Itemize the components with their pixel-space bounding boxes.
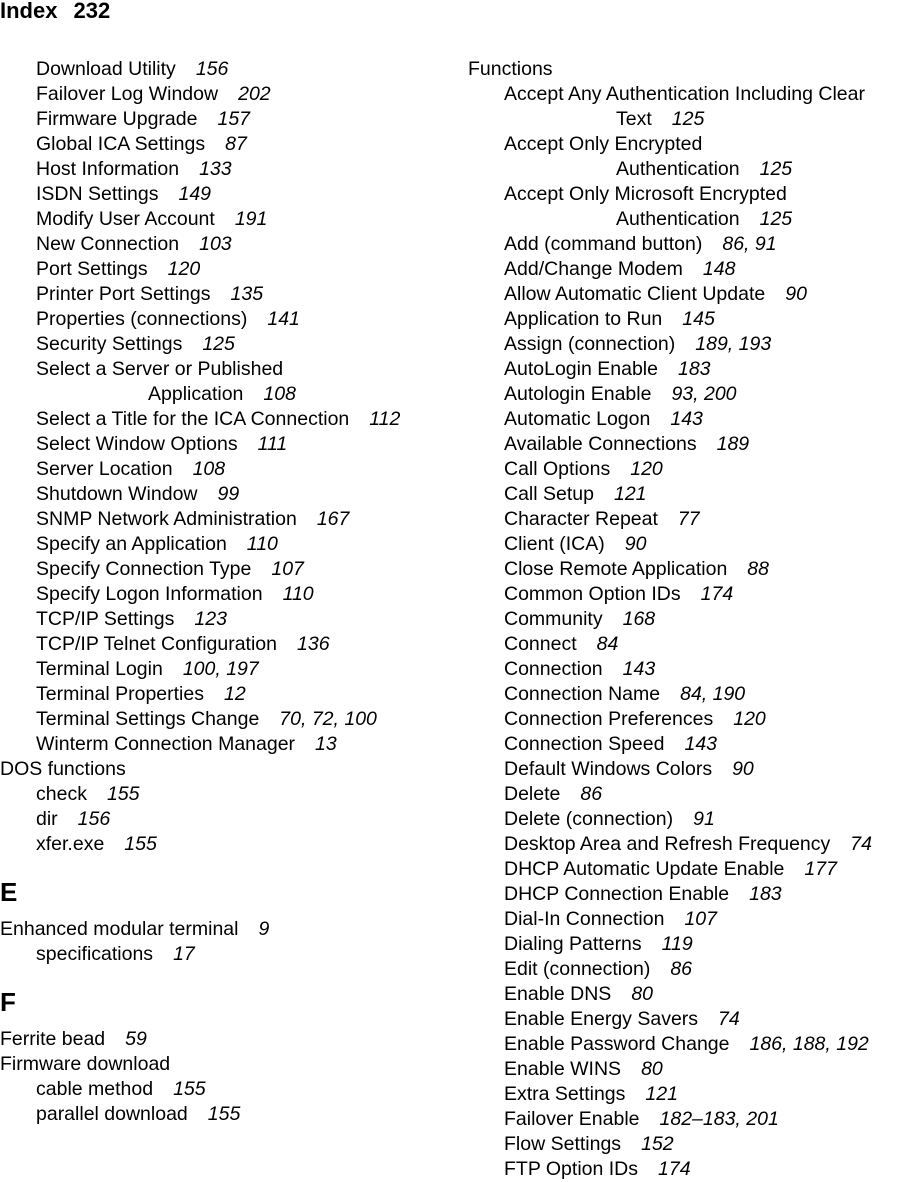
page-reference: 123 [194, 608, 227, 630]
entry-term: Download Utility [36, 58, 176, 80]
page-reference: 86, 91 [722, 233, 777, 255]
page-reference: 177 [804, 858, 837, 880]
index-subentry [468, 407, 898, 432]
index-subentry [0, 832, 440, 857]
index-subentry [0, 357, 440, 407]
page-reference: 77 [677, 508, 700, 530]
index-subentry [468, 732, 898, 757]
index-subentry [468, 82, 898, 132]
entry-term: Connection Preferences [504, 708, 714, 730]
index-subentry [468, 957, 898, 982]
entry-term: Delete (connection) [504, 808, 674, 830]
index-subentry [468, 682, 898, 707]
page-reference: 125 [759, 158, 793, 180]
index-subentry [468, 1107, 898, 1132]
entry-term: Properties (connections) [36, 308, 248, 330]
entry-term: Firmware Upgrade [36, 108, 198, 130]
index-subentry [468, 782, 898, 807]
entry-term: SNMP Network Administration [36, 508, 297, 530]
page-reference: 174 [700, 583, 734, 605]
index-subentry [0, 557, 440, 582]
page-reference: 156 [77, 808, 111, 830]
index-subentry [468, 182, 898, 232]
index-subentry [0, 657, 440, 682]
entry-term: Failover Enable [504, 1108, 640, 1130]
page-reference: 133 [199, 158, 232, 180]
entry-term: Call Setup [504, 483, 594, 505]
index-subentry [0, 82, 440, 107]
entry-term: Specify Connection Type [36, 558, 252, 580]
index-subentry [0, 57, 440, 82]
header-label: Index [0, 0, 58, 23]
index-main-entry [468, 57, 898, 82]
index-subentry [0, 507, 440, 532]
page-reference: 119 [661, 933, 693, 955]
entry-term: DOS functions [0, 758, 126, 780]
page-reference: 90 [624, 533, 647, 555]
index-subentry [0, 607, 440, 632]
index-subentry [0, 942, 440, 967]
entry-term-continued: Authentication [616, 158, 740, 180]
entry-term: Enable DNS [504, 983, 612, 1005]
entry-term: Dial-In Connection [504, 908, 665, 930]
index-subentry [468, 532, 898, 557]
page-reference: 87 [225, 133, 247, 155]
page-reference: 143 [670, 408, 703, 430]
entry-term: Select a Title for the ICA Connection [36, 408, 350, 430]
index-subentry [468, 832, 898, 857]
entry-term: Terminal Properties [36, 683, 204, 705]
page-reference: 74 [850, 833, 872, 855]
entry-term: Terminal Login [36, 658, 163, 680]
entry-term: Select Window Options [36, 433, 238, 455]
entry-term: Connection [504, 658, 603, 680]
index-subentry [0, 332, 440, 357]
page-reference: 13 [315, 733, 337, 755]
index-subentry [468, 557, 898, 582]
entry-term: Add/Change Modem [504, 258, 683, 280]
index-subentry [468, 307, 898, 332]
page-reference: 84 [596, 633, 619, 655]
page-reference: 155 [124, 833, 157, 855]
page-reference: 108 [192, 458, 226, 480]
index-subentry [0, 182, 440, 207]
page-reference: 167 [316, 508, 350, 530]
entry-term: Ferrite bead [0, 1028, 106, 1050]
index-subentry [0, 257, 440, 282]
entry-term: Assign (connection) [504, 333, 676, 355]
page-reference: 157 [217, 108, 251, 130]
index-subentry [468, 657, 898, 682]
page-reference: 80 [631, 983, 654, 1005]
page-reference: 143 [622, 658, 656, 680]
entry-term: Specify an Application [36, 533, 227, 555]
entry-term: TCP/IP Telnet Configuration [36, 633, 277, 655]
page-reference: 155 [106, 783, 140, 805]
section-letter: F [0, 987, 16, 1017]
entry-term: Autologin Enable [504, 383, 652, 405]
section-letter: E [0, 877, 18, 907]
entry-term: Terminal Settings Change [36, 708, 260, 730]
entry-term: xfer.exe [36, 833, 105, 855]
index-subentry [468, 1132, 898, 1157]
entry-term: Modify User Account [36, 208, 215, 230]
index-subentry [468, 457, 898, 482]
index-subentry [0, 457, 440, 482]
index-subentry [468, 282, 898, 307]
index-subentry [0, 482, 440, 507]
page-reference: 189 [716, 433, 750, 455]
page-reference: 74 [718, 1008, 740, 1030]
entry-term: Select a Server or Published [36, 358, 284, 380]
index-subentry [468, 507, 898, 532]
entry-term: Specify Logon Information [36, 583, 263, 605]
entry-term: Default Windows Colors [504, 758, 713, 780]
page-reference: 110 [282, 583, 314, 605]
page-reference: 120 [167, 258, 201, 280]
index-main-entry [0, 917, 440, 942]
index-subentry [468, 1032, 898, 1057]
entry-term: ISDN Settings [36, 183, 159, 205]
page-reference: 17 [173, 943, 195, 965]
entry-term: specifications [36, 943, 154, 965]
page-reference: 107 [684, 908, 717, 930]
entry-term: Dialing Patterns [504, 933, 642, 955]
index-subentry [468, 432, 898, 457]
page-reference: 186, 188, 192 [749, 1033, 869, 1055]
index-subentry [0, 1077, 440, 1102]
index-subentry [468, 857, 898, 882]
page-reference: 120 [733, 708, 766, 730]
page-header [0, 0, 110, 24]
page-reference: 93, 200 [671, 383, 737, 405]
index-subentry [0, 632, 440, 657]
entry-term: Host Information [36, 158, 180, 180]
entry-term: Enhanced modular terminal [0, 918, 239, 940]
index-subentry [468, 382, 898, 407]
index-column-left [0, 57, 440, 1127]
index-subentry [468, 907, 898, 932]
entry-term: Application to Run [504, 308, 663, 330]
entry-term: Available Connections [504, 433, 697, 455]
entry-term: Global ICA Settings [36, 133, 206, 155]
index-subentry [468, 1157, 898, 1182]
entry-term: Client (ICA) [504, 533, 605, 555]
page-reference: 103 [199, 233, 232, 255]
page-reference: 110 [246, 533, 278, 555]
entry-term: Accept Any Authentication Including Clear [504, 83, 865, 105]
entry-term: Security Settings [36, 333, 183, 355]
index-subentry [468, 1082, 898, 1107]
page-reference: 149 [178, 183, 212, 205]
page-reference: 112 [369, 408, 401, 430]
entry-term: Port Settings [36, 258, 148, 280]
entry-term: Desktop Area and Refresh Frequency [504, 833, 831, 855]
entry-term: Printer Port Settings [36, 283, 211, 305]
page-reference: 91 [693, 808, 715, 830]
index-main-entry [0, 757, 440, 782]
entry-continuation [504, 207, 898, 232]
page-reference: 86 [670, 958, 693, 980]
index-subentry [468, 257, 898, 282]
entry-term: Call Options [504, 458, 611, 480]
index-subentry [468, 882, 898, 907]
index-subentry [0, 682, 440, 707]
index-subentry [0, 807, 440, 832]
page-reference: 84, 190 [680, 683, 746, 705]
page-reference: 135 [230, 283, 264, 305]
entry-term: Character Repeat [504, 508, 658, 530]
entry-term: Community [504, 608, 603, 630]
index-subentry [468, 707, 898, 732]
index-main-entry [0, 1027, 440, 1052]
entry-term: Allow Automatic Client Update [504, 283, 766, 305]
page-reference: 191 [234, 208, 268, 230]
index-subentry [468, 807, 898, 832]
entry-term: TCP/IP Settings [36, 608, 175, 630]
entry-term: New Connection [36, 233, 180, 255]
page-reference: 100, 197 [182, 658, 259, 680]
page-reference: 183 [749, 883, 782, 905]
index-subentry [468, 232, 898, 257]
index-subentry [0, 782, 440, 807]
entry-term: AutoLogin Enable [504, 358, 658, 380]
entry-term: Automatic Logon [504, 408, 651, 430]
page-reference: 59 [125, 1028, 147, 1050]
page-reference: 125 [671, 108, 705, 130]
entry-term: FTP Option IDs [504, 1158, 639, 1180]
page-number: 232 [73, 0, 111, 23]
page-reference: 148 [702, 258, 736, 280]
page-reference: 145 [682, 308, 715, 330]
index-subentry [0, 207, 440, 232]
page-reference: 152 [641, 1133, 674, 1155]
index-subentry [0, 532, 440, 557]
page-reference: 121 [613, 483, 647, 505]
index-subentry [468, 1057, 898, 1082]
page-reference: 90 [785, 283, 807, 305]
entry-term: Connection Name [504, 683, 661, 705]
index-subentry [0, 732, 440, 757]
entry-term: Accept Only Encrypted [504, 133, 703, 155]
page-reference: 155 [207, 1103, 241, 1125]
page-reference: 125 [202, 333, 235, 355]
page-reference: 107 [271, 558, 304, 580]
entry-term-continued: Text [616, 108, 652, 130]
page-reference: 202 [238, 83, 271, 105]
entry-term: DHCP Connection Enable [504, 883, 730, 905]
entry-term: Connect [504, 633, 577, 655]
entry-term: parallel download [36, 1103, 188, 1125]
entry-term: Enable WINS [504, 1058, 622, 1080]
index-subentry [468, 982, 898, 1007]
entry-term: Flow Settings [504, 1133, 622, 1155]
index-subentry [468, 357, 898, 382]
index-subentry [0, 107, 440, 132]
index-subentry [468, 607, 898, 632]
entry-term: cable method [36, 1078, 154, 1100]
entry-term: Server Location [36, 458, 173, 480]
entry-term: Common Option IDs [504, 583, 681, 605]
entry-continuation [504, 107, 898, 132]
index-column-right [468, 57, 898, 1182]
entry-continuation [36, 382, 440, 407]
page-reference: 155 [173, 1078, 206, 1100]
entry-term: Delete [504, 783, 561, 805]
entry-term: Add (command button) [504, 233, 703, 255]
page-reference: 174 [658, 1158, 691, 1180]
page-reference: 136 [297, 633, 330, 655]
entry-term: Enable Energy Savers [504, 1008, 699, 1030]
index-subentry [0, 282, 440, 307]
page-reference: 108 [263, 383, 296, 405]
page-reference: 121 [645, 1083, 678, 1105]
entry-term: Shutdown Window [36, 483, 198, 505]
index-subentry [468, 1007, 898, 1032]
index-subentry [468, 757, 898, 782]
index-subentry [468, 132, 898, 182]
page-reference: 12 [223, 683, 246, 705]
entry-term: Edit (connection) [504, 958, 651, 980]
entry-term: Extra Settings [504, 1083, 626, 1105]
page-reference: 90 [732, 758, 754, 780]
page-reference: 143 [684, 733, 718, 755]
entry-term: check [36, 783, 87, 805]
page-reference: 99 [217, 483, 240, 505]
page-reference: 120 [630, 458, 663, 480]
entry-term: Winterm Connection Manager [36, 733, 296, 755]
entry-term: Connection Speed [504, 733, 665, 755]
entry-term: Firmware download [0, 1053, 171, 1075]
index-subentry [468, 932, 898, 957]
page-reference: 183 [677, 358, 711, 380]
index-subentry [0, 432, 440, 457]
entry-term-continued: Application [148, 383, 244, 405]
page-reference: 168 [622, 608, 656, 630]
entry-continuation [504, 157, 898, 182]
index-subentry [468, 632, 898, 657]
index-subentry [0, 157, 440, 182]
entry-term: dir [36, 808, 58, 830]
entry-term: Enable Password Change [504, 1033, 730, 1055]
index-subentry [468, 582, 898, 607]
entry-term: DHCP Automatic Update Enable [504, 858, 785, 880]
page-reference: 125 [759, 208, 793, 230]
entry-term-continued: Authentication [616, 208, 740, 230]
index-subentry [468, 482, 898, 507]
page-reference: 111 [257, 433, 288, 455]
entry-term: Accept Only Microsoft Encrypted [504, 183, 787, 205]
entry-term: Functions [468, 58, 553, 80]
page-reference: 80 [641, 1058, 663, 1080]
index-subentry [0, 132, 440, 157]
page-reference: 189, 193 [695, 333, 772, 355]
page-reference: 141 [267, 308, 300, 330]
index-subentry [0, 707, 440, 732]
index-subentry [0, 407, 440, 432]
index-main-entry [0, 1052, 440, 1077]
page-reference: 156 [195, 58, 229, 80]
page-reference: 88 [747, 558, 769, 580]
page-reference: 9 [258, 918, 270, 940]
page-reference: 182–183, 201 [659, 1108, 779, 1130]
index-subentry [468, 332, 898, 357]
index-subentry [0, 307, 440, 332]
page-reference: 86 [580, 783, 603, 805]
index-subentry [0, 582, 440, 607]
index-subentry [0, 1102, 440, 1127]
entry-term: Failover Log Window [36, 83, 219, 105]
entry-term: Close Remote Application [504, 558, 728, 580]
page-reference: 70, 72, 100 [279, 708, 377, 730]
index-subentry [0, 232, 440, 257]
